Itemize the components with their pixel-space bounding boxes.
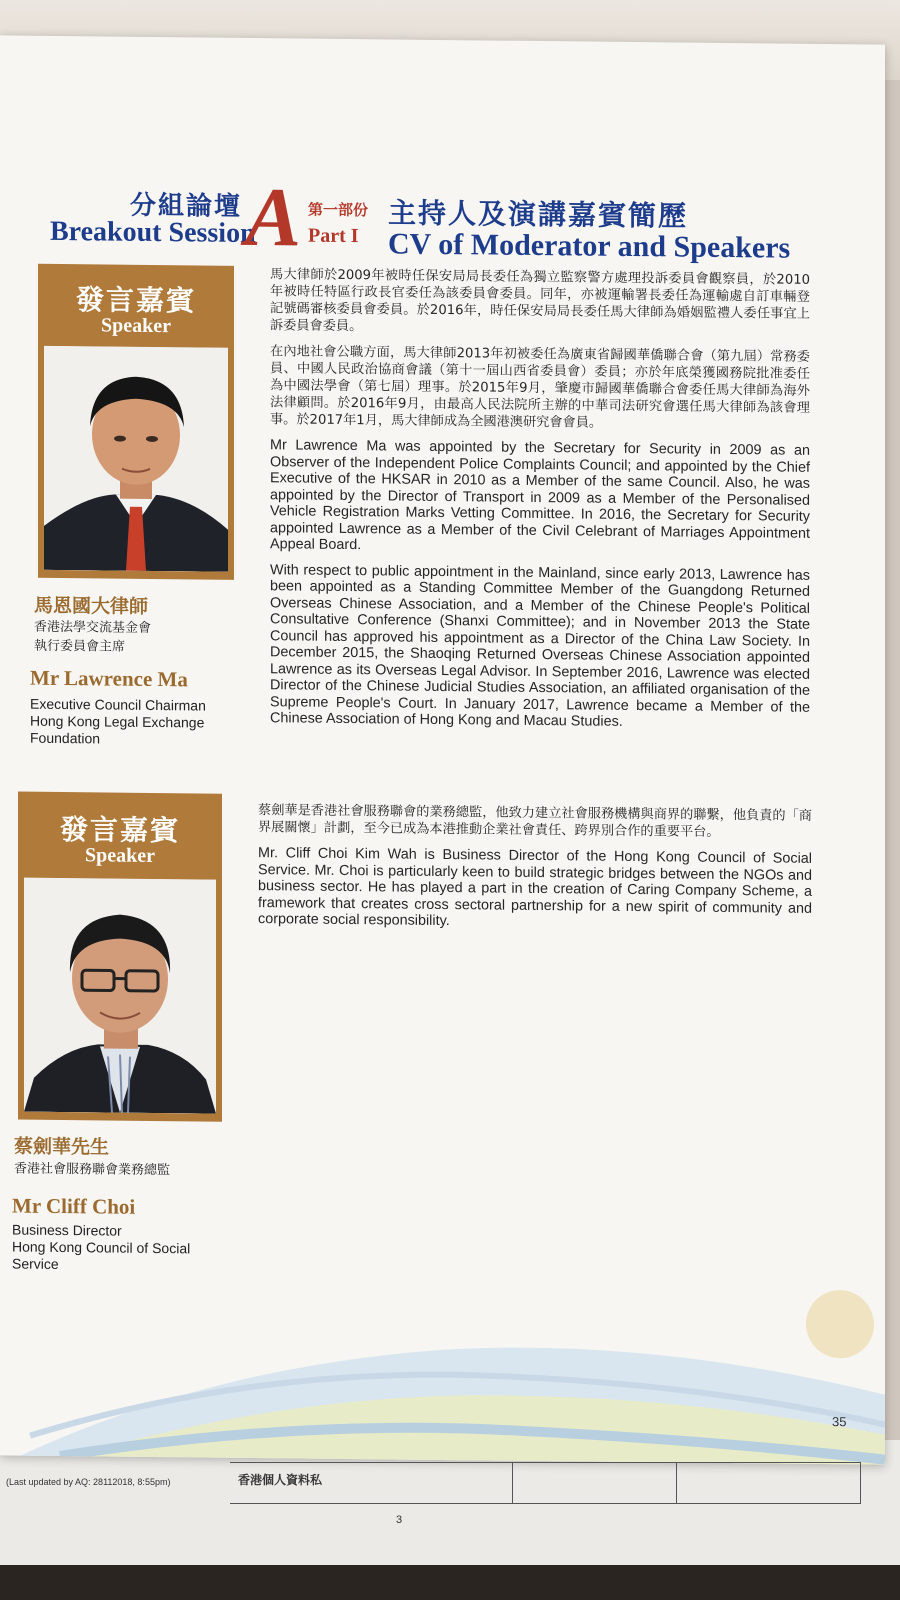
speaker-2-bio-en-1: Mr. Cliff Choi Kim Wah is Business Director of the Hong Kong Council of Social Service. Mr. Choi is particularly keen to build strategic bridges between the NGOs and business sector. He has played a part in the creation of Caring Company Scheme, a framework that creates cross sectoral partnership for a new spirit of community and corporate social responsibility. <box>258 845 812 930</box>
speaker-badge-zh: 發言嘉賓 <box>59 812 180 848</box>
speaker-2-org-en <box>12 1221 190 1274</box>
page-number: 35 <box>832 1414 847 1430</box>
header-en-right: CV of Moderator and Speakers <box>388 227 791 265</box>
speaker-1-name-zh: 馬恩國大律師 <box>34 594 149 618</box>
speaker-2-org-en-line1: Business Director <box>12 1221 122 1239</box>
header-zh-left: 分組論壇 <box>130 190 243 222</box>
speaker-badge-en: Speaker <box>101 314 171 338</box>
speaker-1-org-en-line1: Executive Council Chairman <box>30 695 206 714</box>
header-en-left: Breakout Session <box>50 215 256 250</box>
speaker-2-name-en: Mr Cliff Choi <box>12 1193 136 1219</box>
footer-table <box>230 1462 861 1504</box>
speaker-photo-2 <box>24 878 216 1114</box>
underlying-page-number: 3 <box>396 1514 403 1526</box>
speaker-2-org-en-line3: Service <box>12 1255 59 1272</box>
speaker-1-bio-en-1: Mr Lawrence Ma was appointed by the Secretary for Security in 2009 as an Observer of the Independent Police Complaints Council; and appointed by the Chief Executive of the HKSAR in 2010 as a Member of the same Council. Also, he was appointed by the Director of Transport in 2009 as a Member of the Personalised Vehicle Registration Marks Vetting Committee. In 2016, the Secretary for Security appointed Lawrence as a Member of the Civil Celebrant of Marriages Appointment Appeal Board. <box>270 437 810 554</box>
speaker-1-org-zh <box>34 618 151 657</box>
last-updated-note: (Last updated by AQ: 28112018, 8:55pm) <box>6 1477 171 1487</box>
speaker-1-org-zh-line2: 執行委員會主席 <box>34 638 126 655</box>
speaker-2-bio <box>258 802 812 942</box>
footer-divider <box>676 1463 677 1503</box>
speaker-2-name-zh: 蔡劍華先生 <box>14 1135 110 1159</box>
speaker-1-name-en: Mr Lawrence Ma <box>30 665 188 692</box>
speaker-1-bio-zh-2: 在內地社會公職方面，馬大律師2013年初被委任為廣東省歸國華僑聯合會（第九屆）常務委員、中國人民政治協商會議（第十一屆山西省委員會）委員；亦於年底榮獲國務院批准委任為中國法學會（第七屆）理事。於2015年9月，肇慶市歸國華僑聯合會委任馬大律師為海外法律顧問。於2016年9月，由最高人民法院所主辦的中華司法研究會選任馬大律師為該會理事。於2017年1月，馬大律師成為全國港澳研究會會員。 <box>270 344 810 431</box>
speaker-2-bio-zh-1: 蔡劍華是香港社會服務聯會的業務總監，他致力建立社會服務機構與商界的聯繫，他負責的「商界展關懷」計劃，至今已成為本港推動企業社會責任、跨界別合作的重要平台。 <box>258 803 812 840</box>
speaker-1-org-en-line2: Hong Kong Legal Exchange <box>30 712 205 731</box>
speaker-badge-zh: 發言嘉賓 <box>75 283 196 318</box>
brochure-page <box>0 35 885 1464</box>
speaker-1-bio-en-2: With respect to public appointment in the Mainland, since early 2013, Lawrence has been appointed as a Standing Committee Member of the Guangdong Returned Overseas Chinese Association, and a Member of the Chinese People's Political Consultative Conference (Shanxi Committee); and in November 2013 the State Council has approved his appointment as a Director of the China Law Society. In December 2015, the Shaoqing Returned Overseas Chinese Association appointed Lawrence as its Overseas Legal Advisor. In September 2016, Lawrence was elected Director of the Chinese Judicial Studies Association, an affiliated organisation of the Supreme People's Court. In January 2017, Lawrence became a Member of the Chinese Association of Hong Kong and Macau Studies. <box>270 561 810 730</box>
header-zh-right: 主持人及演講嘉賓簡歷 <box>388 196 689 233</box>
decorative-wave <box>0 1275 885 1464</box>
footer-divider <box>512 1463 513 1503</box>
part-label-en: Part I <box>308 224 359 248</box>
speaker-card-2 <box>18 792 222 1122</box>
speaker-1-org-en <box>30 696 206 749</box>
speaker-1-org-en-line3: Foundation <box>30 729 101 747</box>
footer-cell-text: 香港個人資料私 <box>238 1473 323 1487</box>
page-header <box>50 144 870 273</box>
speaker-photo-1 <box>44 346 228 572</box>
speaker-1-bio-zh-1: 馬大律師於2009年被時任保安局局長委任為獨立監察警方處理投訴委員會觀察員，於2010年被時任特區行政長官委任為該委員會委員。同年，亦被運輸署長委任為運輸處自訂車輛登記號碼審核委員會委員。於2016年，時任保安局局長委任馬大律師為婚姻監禮人委任事宜上訴委員會委員。 <box>270 267 810 335</box>
table-edge <box>0 1565 900 1600</box>
speaker-card-1 <box>38 264 234 580</box>
session-letter: A <box>245 170 302 265</box>
speaker-2-org-en-line2: Hong Kong Council of Social <box>12 1238 191 1257</box>
speaker-badge-en: Speaker <box>85 844 155 867</box>
speaker-1-org-zh-line1: 香港法學交流基金會 <box>34 619 152 636</box>
speaker-1-bio <box>270 266 810 741</box>
speaker-2-org-zh-line1: 香港社會服務聯會業務總監 <box>14 1161 171 1179</box>
speaker-2-org-zh <box>14 1160 170 1181</box>
part-label-zh: 第一部份 <box>308 200 369 220</box>
